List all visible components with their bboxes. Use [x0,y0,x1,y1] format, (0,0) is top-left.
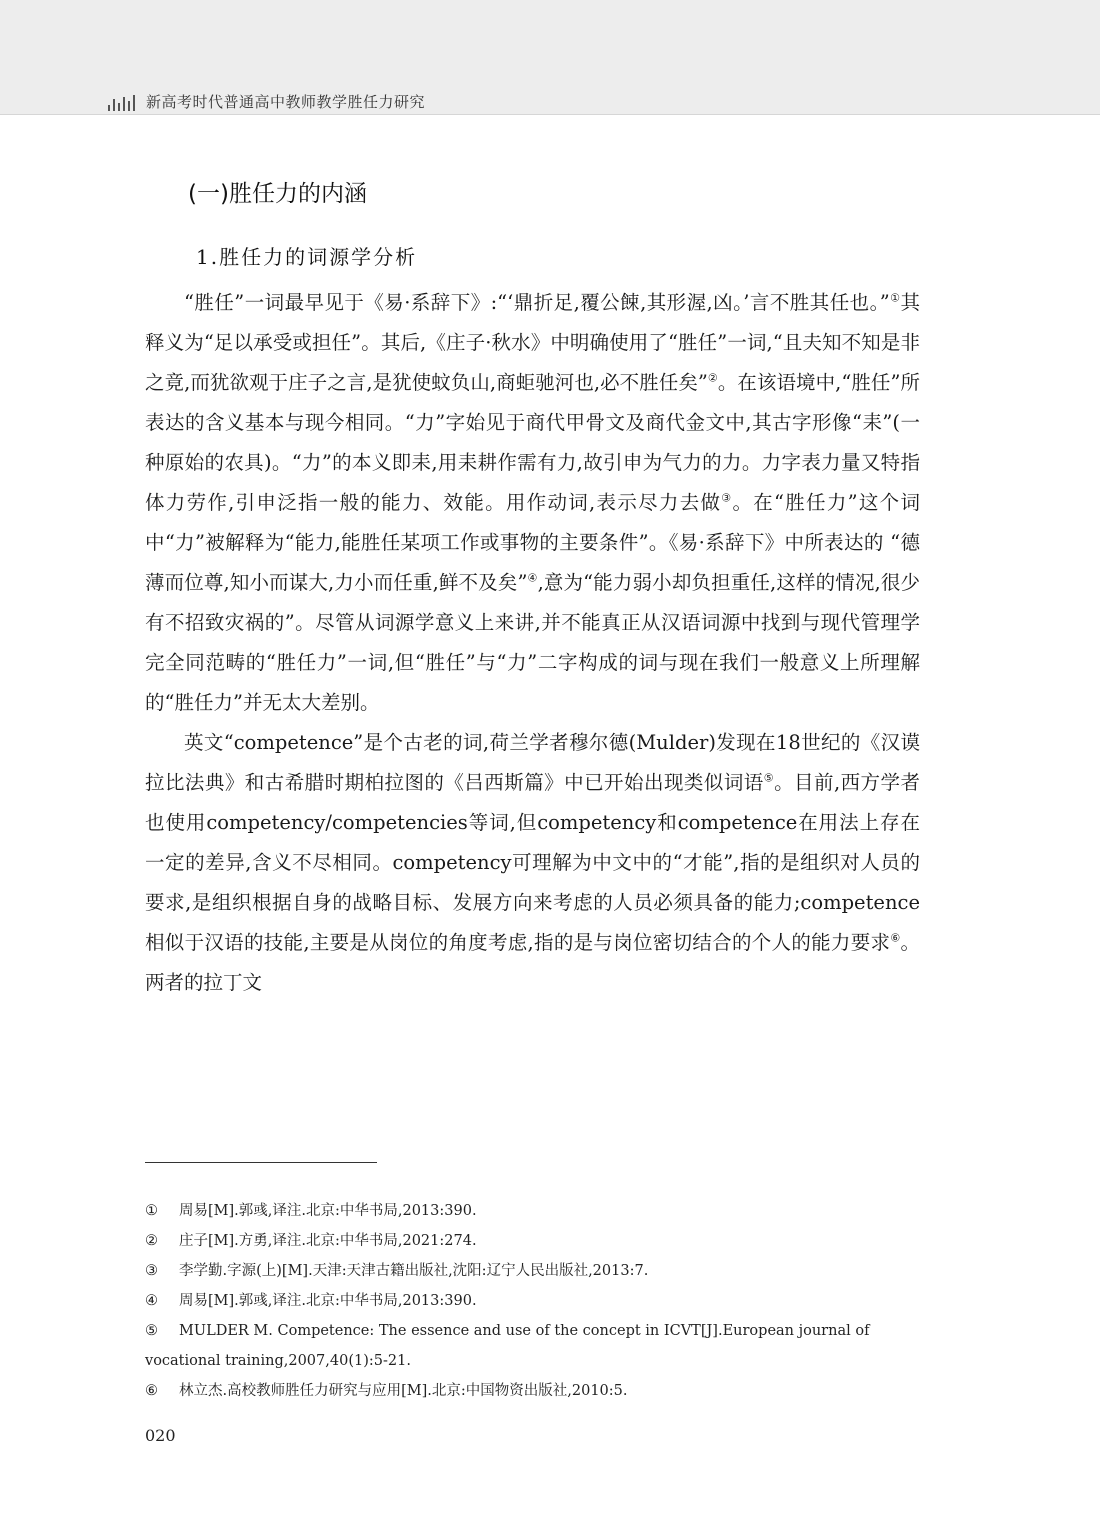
footnote-ref-2[interactable]: ② [707,371,718,385]
footnote-3: ③ 李学勤.字源(上)[M].天津:天津古籍出版社,沈阳:辽宁人民出版社,2013:7. [145,1263,649,1279]
footnote-ref-6[interactable]: ⑥ [890,931,901,945]
footnotes [145,1196,920,1406]
section-title: (一)胜任力的内涵 [188,181,367,207]
footnote-ref-3[interactable]: ③ [721,491,733,505]
footnote-ref-1[interactable]: ① [889,291,901,305]
body-text [145,283,920,1003]
bar-ornament-icon [108,95,136,111]
footnote-1: ① 周易[M].郭彧,译注.北京:中华书局,2013:390. [145,1203,477,1219]
paragraph-1: “胜任”一词最早见于《易·系辞下》:“‘鼎折足,覆公餗,其形渥,凶。’言不胜其任也。”①其释义为“足以承受或担任”。其后,《庄子·秋水》中明确使用了“胜任”一词,“且夫知不知是非之竟,而犹欲观于庄子之言,是犹使蚊负山,商蚷驰河也,必不胜任矣”②。在该语境中,“胜任”所表达的含义基本与现今相同。“力”字始见于商代甲骨文及商代金文中,其古字形像“耒”(一种原始的农具)。“力”的本义即耒,用耒耕作需有力,故引申为气力的力。力字表力量又特指体力劳作,引申泛指一般的能力、效能。用作动词,表示尽力去做③。在“胜任力”这个词中“力”被解释为“能力,能胜任某项工作或事物的主要条件”。《易·系辞下》中所表达的 “德薄而位尊,知小而谋大,力小而任重,鲜不及矣”④,意为“能力弱小却负担重任,这样的情况,很少有不招致灾祸的”。尽管从词源学意义上来讲,并不能真正从汉语词源中找到与现代管理学完全同范畴的“胜任力”一词,但“胜任”与“力”二字构成的词与现在我们一般意义上所理解的“胜任力”并无太大差别。 [145,291,920,714]
page-number: 020 [145,1426,176,1445]
subsection-title: 1.胜任力的词源学分析 [196,245,418,269]
footnote-ref-4[interactable]: ④ [527,571,538,585]
header-divider [0,114,1100,115]
footnote-2: ② 庄子[M].方勇,译注.北京:中华书局,2021:274. [145,1233,477,1249]
footnote-5: ⑤ MULDER M. Competence: The essence and use of the concept in ICVT[J].European journal of vocational training,2007,40(1):5-21. [145,1323,870,1369]
footnote-rule [145,1162,377,1163]
footnote-ref-5[interactable]: ⑤ [763,771,775,785]
running-title: 新高考时代普通高中教师教学胜任力研究 [146,93,426,111]
footnote-6: ⑥ 林立杰.高校教师胜任力研究与应用[M].北京:中国物资出版社,2010:5. [145,1383,628,1399]
paragraph-2: 英文“competence”是个古老的词,荷兰学者穆尔德(Mulder)发现在18世纪的《汉谟拉比法典》和古希腊时期柏拉图的《吕西斯篇》中已开始出现类似词语⑤。目前,西方学者也使用competency/competencies等词,但competency和competence在用法上存在一定的差异,含义不尽相同。competency可理解为中文中的“才能”,指的是组织对人员的要求,是组织根据自身的战略目标、发展方向来考虑的人员必须具备的能力;competence相似于汉语的技能,主要是从岗位的角度考虑,指的是与岗位密切结合的个人的能力要求⑥。两者的拉丁文 [145,731,920,994]
footnote-4: ④ 周易[M].郭彧,译注.北京:中华书局,2013:390. [145,1293,477,1309]
